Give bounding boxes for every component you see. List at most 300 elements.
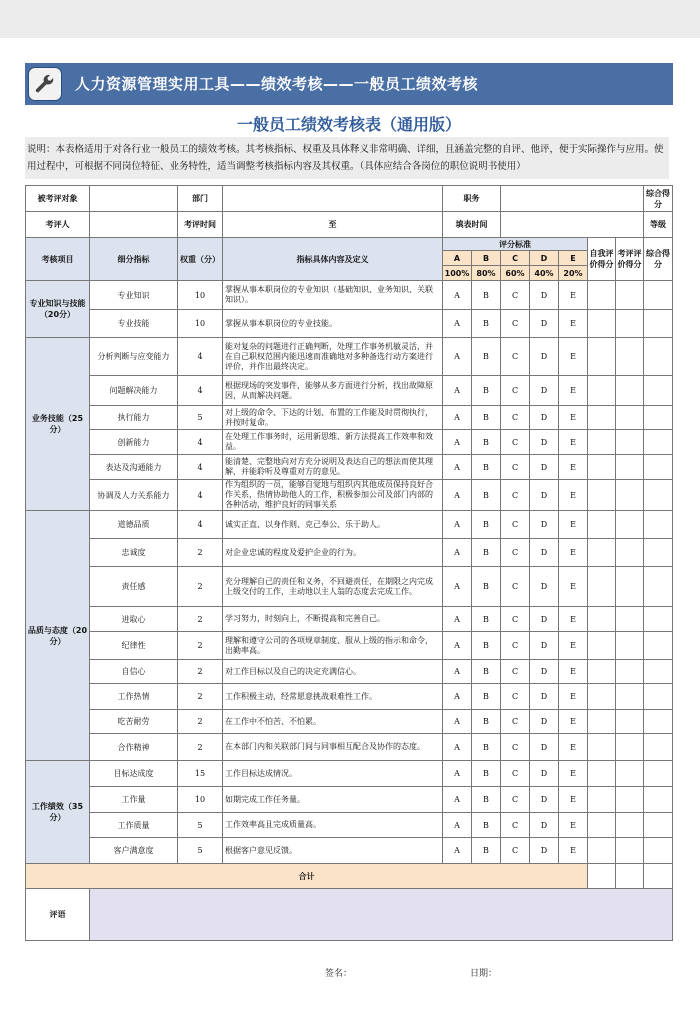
weight-value: 2 [178,734,223,761]
overall-score-cell[interactable] [644,632,673,660]
overall-score-cell[interactable] [644,761,673,787]
review-score-cell[interactable] [616,511,644,539]
overall-score-cell[interactable] [644,813,673,838]
sub-indicator: 分析判断与应变能力 [90,338,178,376]
review-score-cell[interactable] [616,710,644,734]
sub-indicator: 合作精神 [90,734,178,761]
section-name: 业务技能（25分） [26,338,90,511]
document-title: 一般员工绩效考核表（通用版） [236,115,461,134]
grade-option[interactable]: E [559,338,588,376]
table-row [26,338,673,376]
header-banner [25,63,673,105]
description-note: 说明：本表格适用于对各行业一般员工的绩效考核。其考核指标、权重及具体释义非常明确、详细，且涵盖完整的自评、他评，便于实际操作与应用。使用过程中，可根据不同岗位特征、业务特性，适当调整考核指标内容及其权重。（具体应结合各岗位的职位说明书使用） [25,137,669,179]
weight-value: 10 [178,281,223,310]
overall-score-cell[interactable] [644,567,673,607]
overall-score-cell[interactable] [644,838,673,864]
self-score-cell[interactable] [588,310,616,338]
grade-option[interactable]: D [530,813,559,838]
grade-option[interactable]: A [443,734,472,761]
definition-text: 掌握从事本职岗位的专业知识（基础知识、业务知识、关联知识）。 [223,281,443,310]
table-row [26,539,673,567]
sub-indicator: 问题解决能力 [90,376,178,406]
grade-option[interactable]: E [559,406,588,430]
review-score-cell[interactable] [616,761,644,787]
definition-text: 充分理解自己的责任和义务，不回避责任，在期限之内完成上级交付的工作，主动地以主人翁的态度去完成工作。 [223,567,443,607]
grade-option[interactable]: C [501,567,530,607]
table-row [26,607,673,632]
grade-option[interactable]: E [559,281,588,310]
grade-option[interactable]: C [501,310,530,338]
review-score-cell[interactable] [616,607,644,632]
table-row [26,567,673,607]
review-score-cell[interactable] [616,660,644,684]
grade-option[interactable]: B [472,539,501,567]
weight-value: 4 [178,338,223,376]
department-label: 部门 [178,186,223,212]
grade-option[interactable]: A [443,455,472,480]
overall-score-cell[interactable] [644,684,673,710]
section-name: 工作绩效（35分） [26,761,90,864]
definition-text: 如期完成工作任务量。 [223,787,443,813]
sub-indicator: 工作热情 [90,684,178,710]
grade-option[interactable]: A [443,632,472,660]
grade-option[interactable]: B [472,480,501,511]
definition-text: 诚实正直、以身作则、克己奉公、乐于助人。 [223,511,443,539]
grade-option[interactable]: E [559,632,588,660]
self-score-cell[interactable] [588,539,616,567]
grade-option[interactable]: A [443,376,472,406]
eval-time-label: 考评时间 [178,212,223,238]
definition-text: 在本部门内和关联部门间与同事相互配合及协作的态度。 [223,734,443,761]
grade-option[interactable]: D [530,406,559,430]
fill-time-label: 填表时间 [443,212,501,238]
grade-option[interactable]: B [472,684,501,710]
weight-value: 2 [178,660,223,684]
weight-value: 5 [178,838,223,864]
evaluation-table [25,185,673,941]
total-self-cell[interactable] [588,864,616,889]
weight-value: 4 [178,430,223,455]
grade-option[interactable]: B [472,338,501,376]
grade-option[interactable]: C [501,684,530,710]
sub-indicator: 道德品质 [90,511,178,539]
weight-value: 4 [178,511,223,539]
grade-option[interactable]: C [501,455,530,480]
grade-option[interactable]: B [472,406,501,430]
grade-label: 等级 [644,212,673,238]
grade-option[interactable]: D [530,632,559,660]
table-row [26,684,673,710]
grade-option[interactable]: A [443,787,472,813]
grade-option[interactable]: D [530,338,559,376]
grade-option[interactable]: D [530,710,559,734]
grade-option[interactable]: E [559,480,588,511]
grade-option[interactable]: B [472,838,501,864]
grade-option[interactable]: C [501,281,530,310]
table-row [26,376,673,406]
grade-option[interactable]: D [530,734,559,761]
sub-indicator: 自信心 [90,660,178,684]
self-score-cell[interactable] [588,376,616,406]
table-row [26,281,673,310]
review-score-cell[interactable] [616,813,644,838]
self-score-cell[interactable] [588,734,616,761]
grade-option[interactable]: B [472,430,501,455]
self-score-cell[interactable] [588,761,616,787]
grade-b-header: B [472,251,501,266]
definition-text: 根据现场的突发事件，能够从多方面进行分析，找出故障原因，从而解决问题。 [223,376,443,406]
table-row [26,734,673,761]
grade-option[interactable]: D [530,607,559,632]
table-row [26,838,673,864]
grade-option[interactable]: E [559,539,588,567]
grade-option[interactable]: C [501,734,530,761]
sub-indicator: 工作量 [90,787,178,813]
grade-a-header: A [443,251,472,266]
overall-score-cell[interactable] [644,734,673,761]
weight-value: 5 [178,406,223,430]
grade-option[interactable]: A [443,430,472,455]
sub-indicator: 纪律性 [90,632,178,660]
sub-indicator: 创新能力 [90,430,178,455]
grade-option[interactable]: B [472,813,501,838]
sub-indicator: 执行能力 [90,406,178,430]
grade-option[interactable]: D [530,376,559,406]
self-score-cell[interactable] [588,338,616,376]
overall-score-cell[interactable] [644,607,673,632]
grade-option[interactable]: E [559,787,588,813]
date-label: 日期： [470,969,498,979]
top-strip [0,0,700,38]
grade-option[interactable]: B [472,281,501,310]
review-score-cell[interactable] [616,455,644,480]
table-row [26,710,673,734]
grade-option[interactable]: A [443,281,472,310]
grade-option[interactable]: A [443,338,472,376]
review-score-cell[interactable] [616,281,644,310]
grade-option[interactable]: D [530,761,559,787]
sub-indicator: 专业技能 [90,310,178,338]
self-score-cell[interactable] [588,607,616,632]
self-score-cell[interactable] [588,511,616,539]
weight-value: 2 [178,632,223,660]
definition-text: 学习努力，时刻向上，不断提高和完善自己。 [223,607,443,632]
grade-e-header: E [559,251,588,266]
definition-text: 理解和遵守公司的各项规章制度、服从上级的指示和命令，出勤率高。 [223,632,443,660]
self-score-cell[interactable] [588,567,616,607]
grade-option[interactable]: B [472,455,501,480]
definition-text: 工作目标达成情况。 [223,761,443,787]
self-score-cell[interactable] [588,813,616,838]
section-name: 专业知识与技能（20分） [26,281,90,338]
table-row [26,660,673,684]
percent-c: 60% [501,266,530,281]
review-score-cell[interactable] [616,567,644,607]
self-score-cell[interactable] [588,710,616,734]
self-eval-header: 自我评价得分 [588,238,616,281]
grade-option[interactable]: C [501,632,530,660]
grade-option[interactable]: A [443,660,472,684]
definition-text: 掌握从事本职岗位的专业技能。 [223,310,443,338]
review-score-cell[interactable] [616,430,644,455]
grade-option[interactable]: D [530,430,559,455]
sub-indicator: 忠诚度 [90,539,178,567]
grade-option[interactable]: E [559,734,588,761]
evaluator-field[interactable] [90,212,178,238]
grade-option[interactable]: E [559,838,588,864]
grade-option[interactable]: A [443,480,472,511]
grade-option[interactable]: D [530,838,559,864]
grade-option[interactable]: A [443,607,472,632]
weight-value: 5 [178,813,223,838]
overall-score-cell[interactable] [644,480,673,511]
comment-row [26,889,673,941]
position-field[interactable] [501,186,644,212]
grade-option[interactable]: C [501,480,530,511]
overall-score-cell[interactable] [644,710,673,734]
definition-text: 作为组织的一员，能够自觉地与组织内其他成员保持良好合作关系，热情协助他人的工作，积极参加公司及部门内部的各种活动，维护良好的同事关系 [223,480,443,511]
fill-time-field[interactable] [501,212,644,238]
sub-indicator: 进取心 [90,607,178,632]
weight-value: 4 [178,480,223,511]
grade-option[interactable]: B [472,632,501,660]
col-item-header: 考核项目 [26,238,90,281]
grade-option[interactable]: E [559,455,588,480]
table-row [26,310,673,338]
review-score-cell[interactable] [616,376,644,406]
sub-indicator: 责任感 [90,567,178,607]
total-row [26,864,673,889]
grade-option[interactable]: E [559,511,588,539]
review-score-cell[interactable] [616,684,644,710]
weight-value: 2 [178,567,223,607]
grade-option[interactable]: B [472,376,501,406]
weight-value: 10 [178,310,223,338]
definition-text: 能清楚、完整地向对方充分说明及表达自己的想法而使其理解，并能聆听及尊重对方的意见。 [223,455,443,480]
grade-option[interactable]: A [443,838,472,864]
wrench-icon [29,68,61,100]
self-score-cell[interactable] [588,480,616,511]
weight-value: 2 [178,539,223,567]
weight-value: 10 [178,787,223,813]
col-content-header: 指标具体内容及定义 [223,238,443,281]
grade-c-header: C [501,251,530,266]
review-score-cell[interactable] [616,539,644,567]
grade-option[interactable]: C [501,607,530,632]
grade-option[interactable]: C [501,761,530,787]
section-name: 品质与态度（20分） [26,511,90,761]
grade-option[interactable]: E [559,310,588,338]
self-score-cell[interactable] [588,787,616,813]
definition-text: 工作效率高且完成质量高。 [223,813,443,838]
weight-value: 2 [178,710,223,734]
overall-score-cell[interactable] [644,281,673,310]
grade-option[interactable]: D [530,480,559,511]
overall-score-cell[interactable] [644,430,673,455]
grade-option[interactable]: E [559,660,588,684]
grade-option[interactable]: A [443,511,472,539]
self-score-cell[interactable] [588,660,616,684]
self-score-cell[interactable] [588,684,616,710]
grade-d-header: D [530,251,559,266]
grade-option[interactable]: C [501,539,530,567]
definition-text: 能对复杂的问题进行正确判断，处理工作事务机敏灵活，并在自己职权范围内能迅速而准确地对多种备选行动方案进行评价，并作出最终决定。 [223,338,443,376]
overall-score-cell[interactable] [644,338,673,376]
grade-option[interactable]: D [530,511,559,539]
grade-option[interactable]: C [501,430,530,455]
weight-value: 2 [178,684,223,710]
col-sub-header: 细分指标 [90,238,178,281]
grade-option[interactable]: E [559,567,588,607]
table-row [26,511,673,539]
grade-option[interactable]: E [559,761,588,787]
comment-field[interactable] [90,889,673,941]
overall-score-cell[interactable] [644,787,673,813]
sub-indicator: 客户满意度 [90,838,178,864]
sub-indicator: 工作质量 [90,813,178,838]
overall-score-cell[interactable] [644,660,673,684]
review-score-cell[interactable] [616,734,644,761]
review-eval-header: 考评评价得分 [616,238,644,281]
definition-text: 对工作目标以及自己的决定充满信心。 [223,660,443,684]
self-score-cell[interactable] [588,430,616,455]
overall-score-cell[interactable] [644,539,673,567]
weight-value: 2 [178,607,223,632]
grade-option[interactable]: C [501,813,530,838]
grade-option[interactable]: B [472,567,501,607]
percent-d: 40% [530,266,559,281]
definition-text: 工作积极主动，经常愿意挑战艰难性工作。 [223,684,443,710]
grade-option[interactable]: B [472,310,501,338]
weight-value: 15 [178,761,223,787]
table-row [26,813,673,838]
table-row [26,455,673,480]
grade-option[interactable]: A [443,310,472,338]
review-score-cell[interactable] [616,406,644,430]
review-score-cell[interactable] [616,480,644,511]
grade-option[interactable]: B [472,787,501,813]
grade-option[interactable]: D [530,567,559,607]
grade-option[interactable]: D [530,684,559,710]
eval-time-field[interactable]: 至 [223,212,443,238]
grade-option[interactable]: A [443,406,472,430]
grade-option[interactable]: B [472,761,501,787]
percent-b: 80% [472,266,501,281]
grade-option[interactable]: C [501,838,530,864]
grade-option[interactable]: B [472,511,501,539]
grade-option[interactable]: D [530,281,559,310]
definition-text: 在处理工作事务时，运用新思维、新方法提高工作效率和效益。 [223,430,443,455]
table-row [26,480,673,511]
criteria-header: 评分标准 [443,238,588,251]
grade-option[interactable]: A [443,710,472,734]
grade-option[interactable]: A [443,567,472,607]
self-score-cell[interactable] [588,281,616,310]
grade-option[interactable]: A [443,761,472,787]
grade-option[interactable]: E [559,607,588,632]
overall-score-header: 综合得分 [644,238,673,281]
definition-text: 在工作中不怕苦、不怕累。 [223,710,443,734]
table-row [26,632,673,660]
overall-score-cell[interactable] [644,376,673,406]
self-score-cell[interactable] [588,455,616,480]
grade-option[interactable]: A [443,684,472,710]
sub-indicator: 专业知识 [90,281,178,310]
review-score-cell[interactable] [616,338,644,376]
review-score-cell[interactable] [616,632,644,660]
grade-option[interactable]: B [472,607,501,632]
grade-option[interactable]: D [530,310,559,338]
grade-option[interactable]: E [559,376,588,406]
position-label: 职务 [443,186,501,212]
sub-indicator: 目标达成度 [90,761,178,787]
grade-option[interactable]: B [472,734,501,761]
grade-option[interactable]: D [530,660,559,684]
department-field[interactable] [223,186,443,212]
review-score-cell[interactable] [616,787,644,813]
grade-option[interactable]: B [472,710,501,734]
grade-option[interactable]: D [530,539,559,567]
grade-option[interactable]: A [443,539,472,567]
grade-option[interactable]: C [501,660,530,684]
percent-a: 100% [443,266,472,281]
table-row [26,787,673,813]
table-row [26,406,673,430]
grade-option[interactable]: C [501,406,530,430]
overall-score-cell[interactable] [644,511,673,539]
grade-option[interactable]: B [472,660,501,684]
banner-title: 人力资源管理实用工具——绩效考核——一般员工绩效考核 [75,75,479,93]
grade-option[interactable]: C [501,787,530,813]
sub-indicator: 吃苦耐劳 [90,710,178,734]
total-label: 合计 [26,864,588,889]
evaluatee-field[interactable] [90,186,178,212]
grade-option[interactable]: A [443,813,472,838]
signature-label: 签名： [325,969,353,979]
total-score-label: 综合得分 [644,186,673,212]
percent-e: 20% [559,266,588,281]
grade-option[interactable]: C [501,338,530,376]
overall-score-cell[interactable] [644,455,673,480]
overall-score-cell[interactable] [644,406,673,430]
grade-option[interactable]: E [559,684,588,710]
grade-option[interactable]: E [559,813,588,838]
total-review-cell[interactable] [616,864,644,889]
col-weight-header: 权重（分） [178,238,223,281]
evaluator-label: 考评人 [26,212,90,238]
grade-option[interactable]: C [501,511,530,539]
review-score-cell[interactable] [616,838,644,864]
weight-value: 4 [178,455,223,480]
overall-score-cell[interactable] [644,310,673,338]
review-score-cell[interactable] [616,310,644,338]
grade-option[interactable]: E [559,710,588,734]
grade-option[interactable]: D [530,455,559,480]
comment-label: 评语 [26,889,90,941]
grade-option[interactable]: C [501,710,530,734]
definition-text: 对企业忠诚的程度及爱护企业的行为。 [223,539,443,567]
sub-indicator: 协调及人力关系能力 [90,480,178,511]
grade-option[interactable]: D [530,787,559,813]
total-overall-cell[interactable] [644,864,673,889]
definition-text: 根据客户意见反馈。 [223,838,443,864]
self-score-cell[interactable] [588,406,616,430]
definition-text: 对上级的命令、下达的计划、布置的工作能及时贯彻执行，并按时复命。 [223,406,443,430]
grade-option[interactable]: C [501,376,530,406]
self-score-cell[interactable] [588,838,616,864]
self-score-cell[interactable] [588,632,616,660]
grade-option[interactable]: E [559,430,588,455]
